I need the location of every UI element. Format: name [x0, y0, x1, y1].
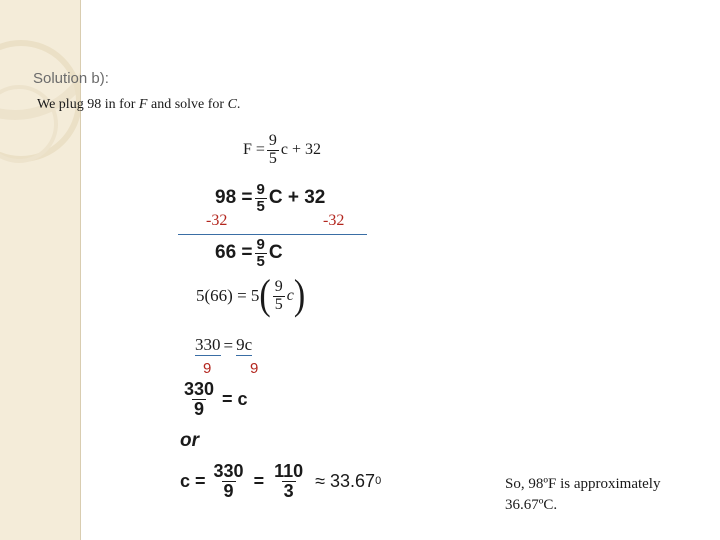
equation-step-5: $\frac{330}{9}$ = c	[184, 379, 248, 419]
subtraction-line	[178, 234, 367, 235]
final-equation: c = $\frac{330}{9}$ = $\frac{110}{3}$ ≈ 33.67 0	[180, 461, 382, 501]
or-label: or	[180, 430, 199, 451]
step1-fraction: $\frac{9}{5}$	[256, 181, 265, 215]
equation-step-3: 5(66) = 5 ( $\frac{9}{5}$ c )	[196, 272, 306, 319]
step5-fraction: $\frac{330}{9}$	[184, 379, 215, 419]
final-fraction-2: $\frac{110}{3}$	[274, 461, 304, 501]
subtract-left: -32	[206, 212, 228, 229]
equation-step-1: 98 = $\frac{9}{5}$ C + 32	[215, 181, 326, 215]
solution-heading: Solution b):	[33, 70, 109, 87]
conclusion-text	[505, 474, 660, 516]
final-fraction-1: $\frac{330}{9}$	[213, 461, 244, 501]
formula-rhs: c + 32	[280, 141, 322, 159]
formula-lhs: F =	[243, 141, 265, 159]
formula-fraction: $\frac{9}{5}$	[268, 132, 277, 167]
conclusion-line-2: 36.67ºC.	[505, 497, 558, 513]
conclusion-line-1: So, 98ºF is approximately	[505, 476, 661, 492]
subtract-right: -32	[323, 212, 345, 229]
equation-step-4: 330 = 9c	[195, 335, 253, 355]
step3-fraction: $\frac{9}{5}$	[274, 278, 283, 313]
intro-text: We plug 98 in for F and solve for C.	[37, 97, 241, 112]
step2-fraction: $\frac{9}{5}$	[256, 236, 265, 270]
divide-left: 9	[203, 360, 212, 377]
conversion-formula	[243, 133, 321, 168]
divide-right: 9	[250, 360, 259, 377]
equation-step-2: 66 = $\frac{9}{5}$ C	[215, 236, 283, 270]
